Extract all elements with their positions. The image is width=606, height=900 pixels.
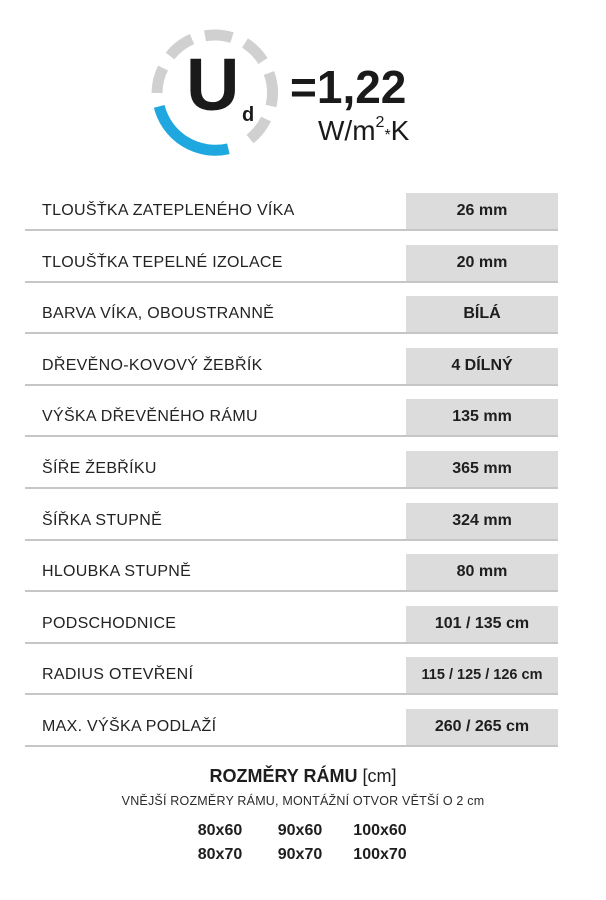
spec-row [25, 348, 558, 386]
spec-value: 135 mm [406, 399, 558, 435]
frame-size-cell: 100x70 [353, 846, 407, 863]
ud-unit-exponent: 2 [375, 114, 385, 131]
spec-row [25, 193, 558, 231]
frame-size-cell: 90x60 [277, 822, 323, 839]
frame-size-cell: 80x70 [197, 846, 243, 863]
spec-label: RADIUS OTEVŘENÍ [42, 666, 194, 684]
spec-label: DŘEVĚNO-KOVOVÝ ŽEBŘÍK [42, 356, 263, 374]
ud-badge [150, 28, 280, 158]
spec-value: 115 / 125 / 126 cm [406, 657, 558, 693]
ud-ring-segment [269, 73, 273, 106]
spec-row [25, 606, 558, 644]
frame-size-grid [180, 822, 420, 870]
ud-unit-base: W/m [318, 115, 376, 146]
spec-row [25, 554, 558, 592]
ud-unit [318, 114, 410, 146]
frame-size-row [180, 846, 420, 870]
spec-value: 20 mm [406, 245, 558, 281]
spec-value: 260 / 265 cm [406, 709, 558, 745]
frame-size-row [180, 822, 420, 846]
frame-size-cell: 100x60 [353, 822, 407, 839]
spec-label: TLOUŠŤKA ZATEPLENÉHO VÍKA [42, 202, 295, 219]
spec-label: ŠÍŘKA STUPNĚ [42, 511, 163, 529]
spec-label: MAX. VÝŠKA PODLAŽÍ [42, 717, 217, 735]
ud-unit-dot: * [384, 127, 391, 144]
spec-row [25, 503, 558, 541]
spec-table [25, 193, 558, 761]
frame-title-text: ROZMĚRY RÁMU [209, 766, 358, 786]
spec-label: TLOUŠŤKA TEPELNÉ IZOLACE [42, 253, 283, 271]
spec-label: BARVA VÍKA, OBOUSTRANNĚ [42, 305, 275, 323]
ud-ring-segment [245, 43, 263, 61]
spec-value: 101 / 135 cm [406, 606, 558, 642]
spec-value: 4 DÍLNÝ [406, 348, 558, 384]
spec-value: BÍLÁ [406, 296, 558, 332]
spec-row [25, 399, 558, 437]
ud-subscript: d [242, 104, 255, 126]
ud-value: =1,22 [290, 61, 407, 113]
frame-size-cell: 90x70 [277, 846, 323, 863]
spec-label: PODSCHODNICE [42, 614, 177, 632]
spec-row [25, 451, 558, 489]
spec-label: HLOUBKA STUPNĚ [42, 563, 192, 581]
ud-unit-tail: K [390, 115, 410, 146]
spec-label: VÝŠKA DŘEVĚNÉHO RÁMU [42, 408, 258, 426]
frame-title-unit: [cm] [362, 766, 397, 786]
ud-letter: U [186, 43, 240, 126]
frame-size-cell: 80x60 [197, 822, 243, 839]
spec-label: ŠÍŘE ŽEBŘÍKU [42, 459, 157, 477]
frame-title [0, 766, 606, 787]
ud-ring-segment [205, 35, 232, 38]
spec-row [25, 245, 558, 283]
spec-value: 365 mm [406, 451, 558, 487]
ud-ring-segment [157, 68, 163, 93]
spec-value: 80 mm [406, 554, 558, 590]
spec-row [25, 657, 558, 695]
spec-row [25, 709, 558, 747]
spec-value: 324 mm [406, 503, 558, 539]
spec-value: 26 mm [406, 193, 558, 229]
frame-note: VNĚJŠÍ ROZMĚRY RÁMU, MONTÁŽNÍ OTVOR VĚTŠÍ O 2 cm [121, 794, 485, 808]
spec-row [25, 296, 558, 334]
